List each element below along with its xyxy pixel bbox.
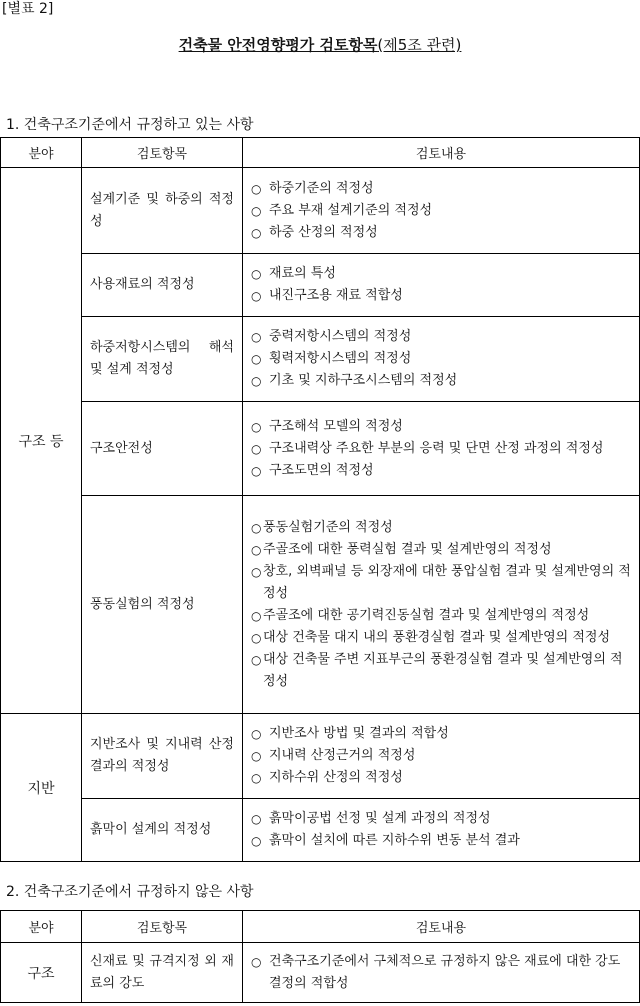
- header-content: 검토내용: [243, 911, 640, 943]
- review-item: 신재료 및 규격지정 외 재료의 강도: [82, 943, 243, 1003]
- review-content: [243, 799, 640, 862]
- list-item: ○ 횡력저항시스템의 적정성: [251, 348, 633, 370]
- list-item: ○ 하중기준의 적정성: [251, 178, 633, 200]
- list-item: ○ 내진구조용 재료 적합성: [251, 285, 633, 307]
- list-item: ○ 흙막이공법 선정 및 설계 과정의 적정성: [251, 808, 633, 830]
- list-item: ○ 풍동실험기준의 적정성: [251, 517, 633, 539]
- list-item: ○ 중력저항시스템의 적정성: [251, 326, 633, 348]
- title-main: 건축물 안전영향평가 검토항목: [178, 36, 378, 54]
- header-content: 검토내용: [243, 138, 640, 168]
- header-row: [1, 911, 640, 943]
- review-content: [243, 714, 640, 799]
- list-item: ○ 대상 건축물 주변 지표부근의 풍환경실험 결과 및 설계반영의 적정성: [251, 649, 633, 693]
- category-structure: 구조: [1, 943, 82, 1003]
- list-item: ○ 지하수위 산정의 적정성: [251, 767, 633, 789]
- section1-heading: 1. 건축구조기준에서 규정하고 있는 사항: [6, 117, 254, 133]
- list-item: ○ 건축구조기준에서 구체적으로 규정하지 않은 재료에 대한 강도 결정의 적합성: [251, 951, 633, 995]
- review-item: 하중저항시스템의 해석 및 설계 적정성: [82, 317, 243, 402]
- category-ground: 지반: [1, 714, 82, 862]
- section2-table: [0, 910, 640, 1003]
- list-item: ○ 흙막이 설치에 따른 지하수위 변동 분석 결과: [251, 830, 633, 852]
- table-row: [1, 317, 640, 402]
- table-row: [1, 943, 640, 1003]
- review-content: [243, 254, 640, 317]
- table-row: [1, 714, 640, 799]
- list-item: ○ 주골조에 대한 풍력실험 결과 및 설계반영의 적정성: [251, 539, 633, 561]
- list-item: ○ 재료의 특성: [251, 263, 633, 285]
- list-item: ○ 주요 부재 설계기준의 적정성: [251, 200, 633, 222]
- section2-heading: 2. 건축구조기준에서 규정하지 않은 사항: [6, 884, 254, 900]
- review-item: 구조안전성: [82, 402, 243, 496]
- table-row: [1, 799, 640, 862]
- list-item: ○ 지반조사 방법 및 결과의 적합성: [251, 723, 633, 745]
- annex-label: [별표 2]: [2, 1, 54, 17]
- review-item: 사용재료의 적정성: [82, 254, 243, 317]
- table-row: [1, 168, 640, 254]
- title-sub: (제5조 관련): [377, 36, 462, 54]
- category-structure: 구조 등: [1, 168, 82, 714]
- list-item: ○ 주골조에 대한 공기력진동실험 결과 및 설계반영의 적정성: [251, 605, 633, 627]
- table-row: [1, 496, 640, 714]
- header-item: 검토항목: [82, 911, 243, 943]
- review-item: 지반조사 및 지내력 산정결과의 적정성: [82, 714, 243, 799]
- header-row: [1, 138, 640, 168]
- review-content: [243, 943, 640, 1003]
- list-item: ○ 대상 건축물 대지 내의 풍환경실험 결과 및 설계반영의 적정성: [251, 627, 633, 649]
- header-field: 분야: [1, 911, 82, 943]
- table-row: [1, 254, 640, 317]
- list-item: ○ 기초 및 지하구조시스템의 적정성: [251, 370, 633, 392]
- list-item: ○ 창호, 외벽패널 등 외장재에 대한 풍압실험 결과 및 설계반영의 적정성: [251, 561, 633, 605]
- header-item: 검토항목: [82, 138, 243, 168]
- review-item: 풍동실험의 적정성: [82, 496, 243, 714]
- section1-table: [0, 137, 640, 862]
- header-field: 분야: [1, 138, 82, 168]
- list-item: ○ 구조해석 모델의 적정성: [251, 416, 633, 438]
- review-content: [243, 168, 640, 254]
- table-row: [1, 402, 640, 496]
- review-content: [243, 317, 640, 402]
- review-content: [243, 402, 640, 496]
- review-item: 설계기준 및 하중의 적정성: [82, 168, 243, 254]
- review-item: 흙막이 설계의 적정성: [82, 799, 243, 862]
- review-content: [243, 496, 640, 714]
- list-item: ○ 구조도면의 적정성: [251, 460, 633, 482]
- list-item: ○ 지내력 산정근거의 적정성: [251, 745, 633, 767]
- list-item: ○ 구조내력상 주요한 부분의 응력 및 단면 산정 과정의 적정성: [251, 438, 633, 460]
- list-item: ○ 하중 산정의 적정성: [251, 222, 633, 244]
- document-title: [0, 34, 640, 55]
